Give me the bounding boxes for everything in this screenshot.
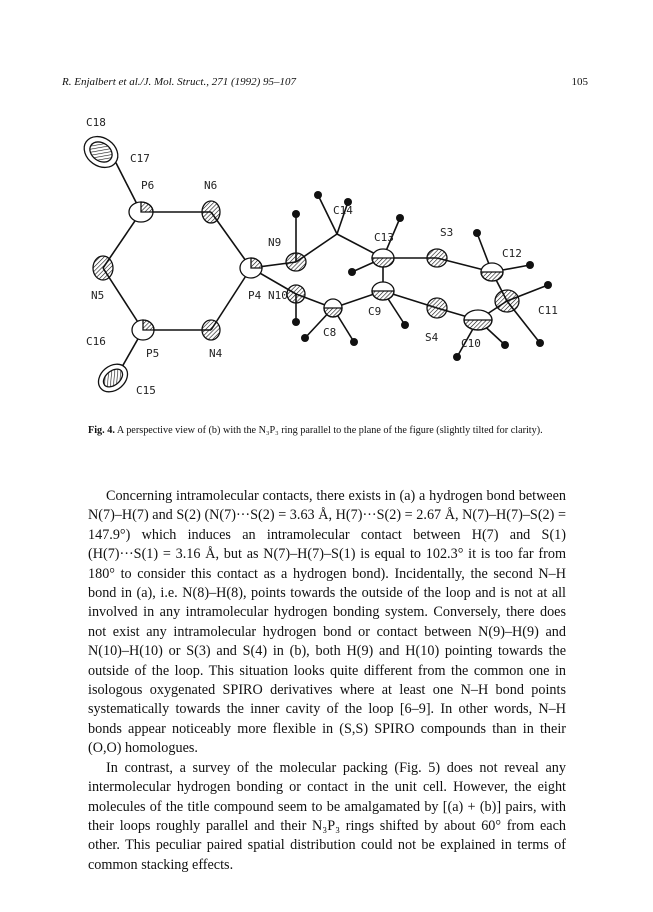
label-N9: N9 [268,236,282,249]
body-text [88,487,566,875]
atom-N10 [287,285,305,303]
paragraph-1: Concerning intramolecular contacts, there exists in (a) a hydrogen bond between N(7)–H(7) and S(2) (N(7)···S(2) = 3.63 Å, H(7)···S(2) = 2.67 Å, N(7)–H(7)–S(2) = 147.9°) which induces an intramolecular contact between H(7) and S(1) (H(7)···S(1) = 3.16 Å, but as N(7)–H(7)–S(1) is equal to 102.3° it is too far from 180° to consider this contact as a hydrogen bond). Incidentally, the second N–H bond in (a), i.e. N(8)–H(8), points towards the outside of the loop and is not at all involved in any intramolecular hydrogen bonding system. Conversely, there does not exist any intramolecular hydrogen bond or contact between N(9)–H(9) and N(10)–H(10) or S(3) and S(4) in (b), both H(9) and H(10) pointing towards the outside of the loop. This situation looks quite different from the common one in isologous oxygenated SPIRO derivatives where at least one N–H bond points systematically towards the inner cavity of the loop [6–9]. In other words, N–H bonds appear noticeably more flexible in (S,S) SPIRO compounds than in their (O,O) homologues. [88,488,566,757]
label-N10: N10 [268,289,288,302]
label-P5: P5 [146,347,160,360]
label-N5: N5 [91,289,105,302]
label-N6: N6 [204,179,218,192]
label-C16: C16 [86,335,106,348]
label-C9: C9 [368,305,382,318]
caption-text: A perspective view of (b) with the N₃P₃ ring parallel to the plane of the figure (slightly tilted for clarity). [116,425,543,436]
atom-ellipsoids [78,130,519,397]
ortep-molecular-figure [0,0,653,420]
figure-caption [88,423,566,438]
label-C8: C8 [323,326,337,339]
atom-N4 [202,320,220,340]
atom-N5 [93,256,113,280]
label-S4: S4 [425,331,439,344]
caption-label: Fig. 4. [88,425,115,436]
page-number: 105 [571,76,588,88]
atom-S4 [427,298,447,318]
citation-header: R. Enjalbert et al./J. Mol. Struct., 271 (1992) 95–107 [62,76,297,88]
label-S3: S3 [440,226,454,239]
label-C12: C12 [502,247,522,260]
label-C14: C14 [333,204,353,217]
label-C18: C18 [86,116,106,129]
paragraph-2: In contrast, a survey of the molecular packing (Fig. 5) does not reveal any intermolecular hydrogen bonding or contact in the unit cell. However, the eight molecules of the title compound seem to be amalgamated by [(a) + (b)] pairs, with their loops roughly parallel and their N₃P₃ rings shifted by about 60° from each other. This peculiar paired spatial distribution could not be explained in terms of common stacking effects. [88,759,566,873]
label-C10: C10 [461,337,481,350]
atom-N9 [286,253,306,271]
atom-S3 [427,249,447,267]
label-C17: C17 [130,152,150,165]
label-C15: C15 [136,384,156,397]
atom-C11 [495,290,519,312]
atom-N6 [202,201,220,223]
label-P6: P6 [141,179,155,192]
label-C13: C13 [374,231,394,244]
label-C11: C11 [538,304,558,317]
label-N4: N4 [209,347,223,360]
label-P4: P4 [248,289,262,302]
bond-lines [103,157,548,374]
